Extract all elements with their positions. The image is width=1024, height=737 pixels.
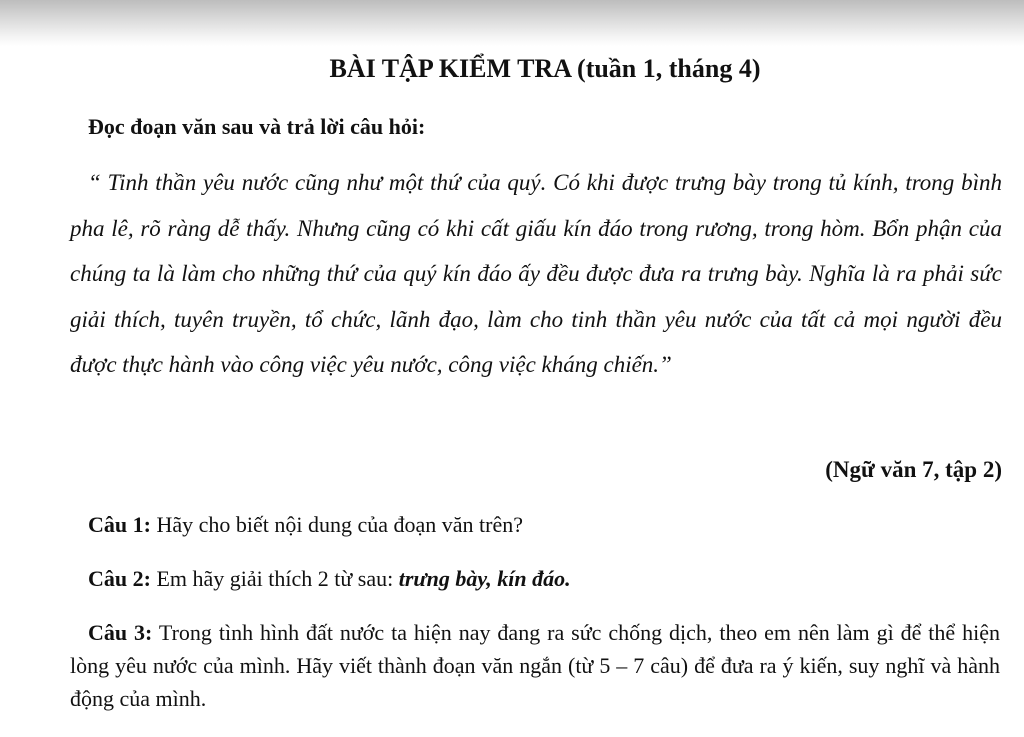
reading-passage: “ Tinh thần yêu nước cũng như một thứ của quý. Có khi được trưng bày trong tủ kính, trong bình pha lê, rõ ràng dễ thấy. Nhưng cũng có khi cất giấu kín đáo trong rương, trong hòm. Bổn phận của chúng ta là làm cho những thứ của quý kín đáo ấy đều được đưa ra trưng bày. Nghĩa là ra phải sức giải thích, tuyên truyền, tổ chức, lãnh đạo, làm cho tinh thần yêu nước của tất cả mọi người đều được thực hành vào công việc yêu nước, công việc kháng chiến.”	[70, 170, 1002, 377]
document-title: BÀI TẬP KIỂM TRA (tuần 1, tháng 4)	[329, 54, 761, 83]
passage-source: (Ngữ văn 7, tập 2)	[825, 457, 1002, 482]
reading-instruction: Đọc đoạn văn sau và trả lời câu hỏi:	[88, 114, 426, 139]
question-2-terms: trưng bày, kín đáo.	[398, 566, 571, 591]
question-1-label: Câu 1:	[88, 512, 151, 537]
question-3-label: Câu 3:	[88, 620, 153, 645]
question-2-label: Câu 2:	[88, 566, 151, 591]
question-3	[70, 616, 1000, 715]
question-2	[88, 562, 571, 595]
question-3-text: Trong tình hình đất nước ta hiện nay đang ra sức chống dịch, theo em nên làm gì để thể hiện lòng yêu nước của mình. Hãy viết thành đoạn văn ngắn (từ 5 – 7 câu) để đưa ra ý kiến, suy nghĩ và hành động của mình.	[70, 620, 1000, 711]
question-1-text: Hãy cho biết nội dung của đoạn văn trên?	[150, 512, 523, 537]
question-2-text: Em hãy giải thích 2 từ sau:	[150, 566, 399, 591]
question-1	[88, 508, 523, 541]
